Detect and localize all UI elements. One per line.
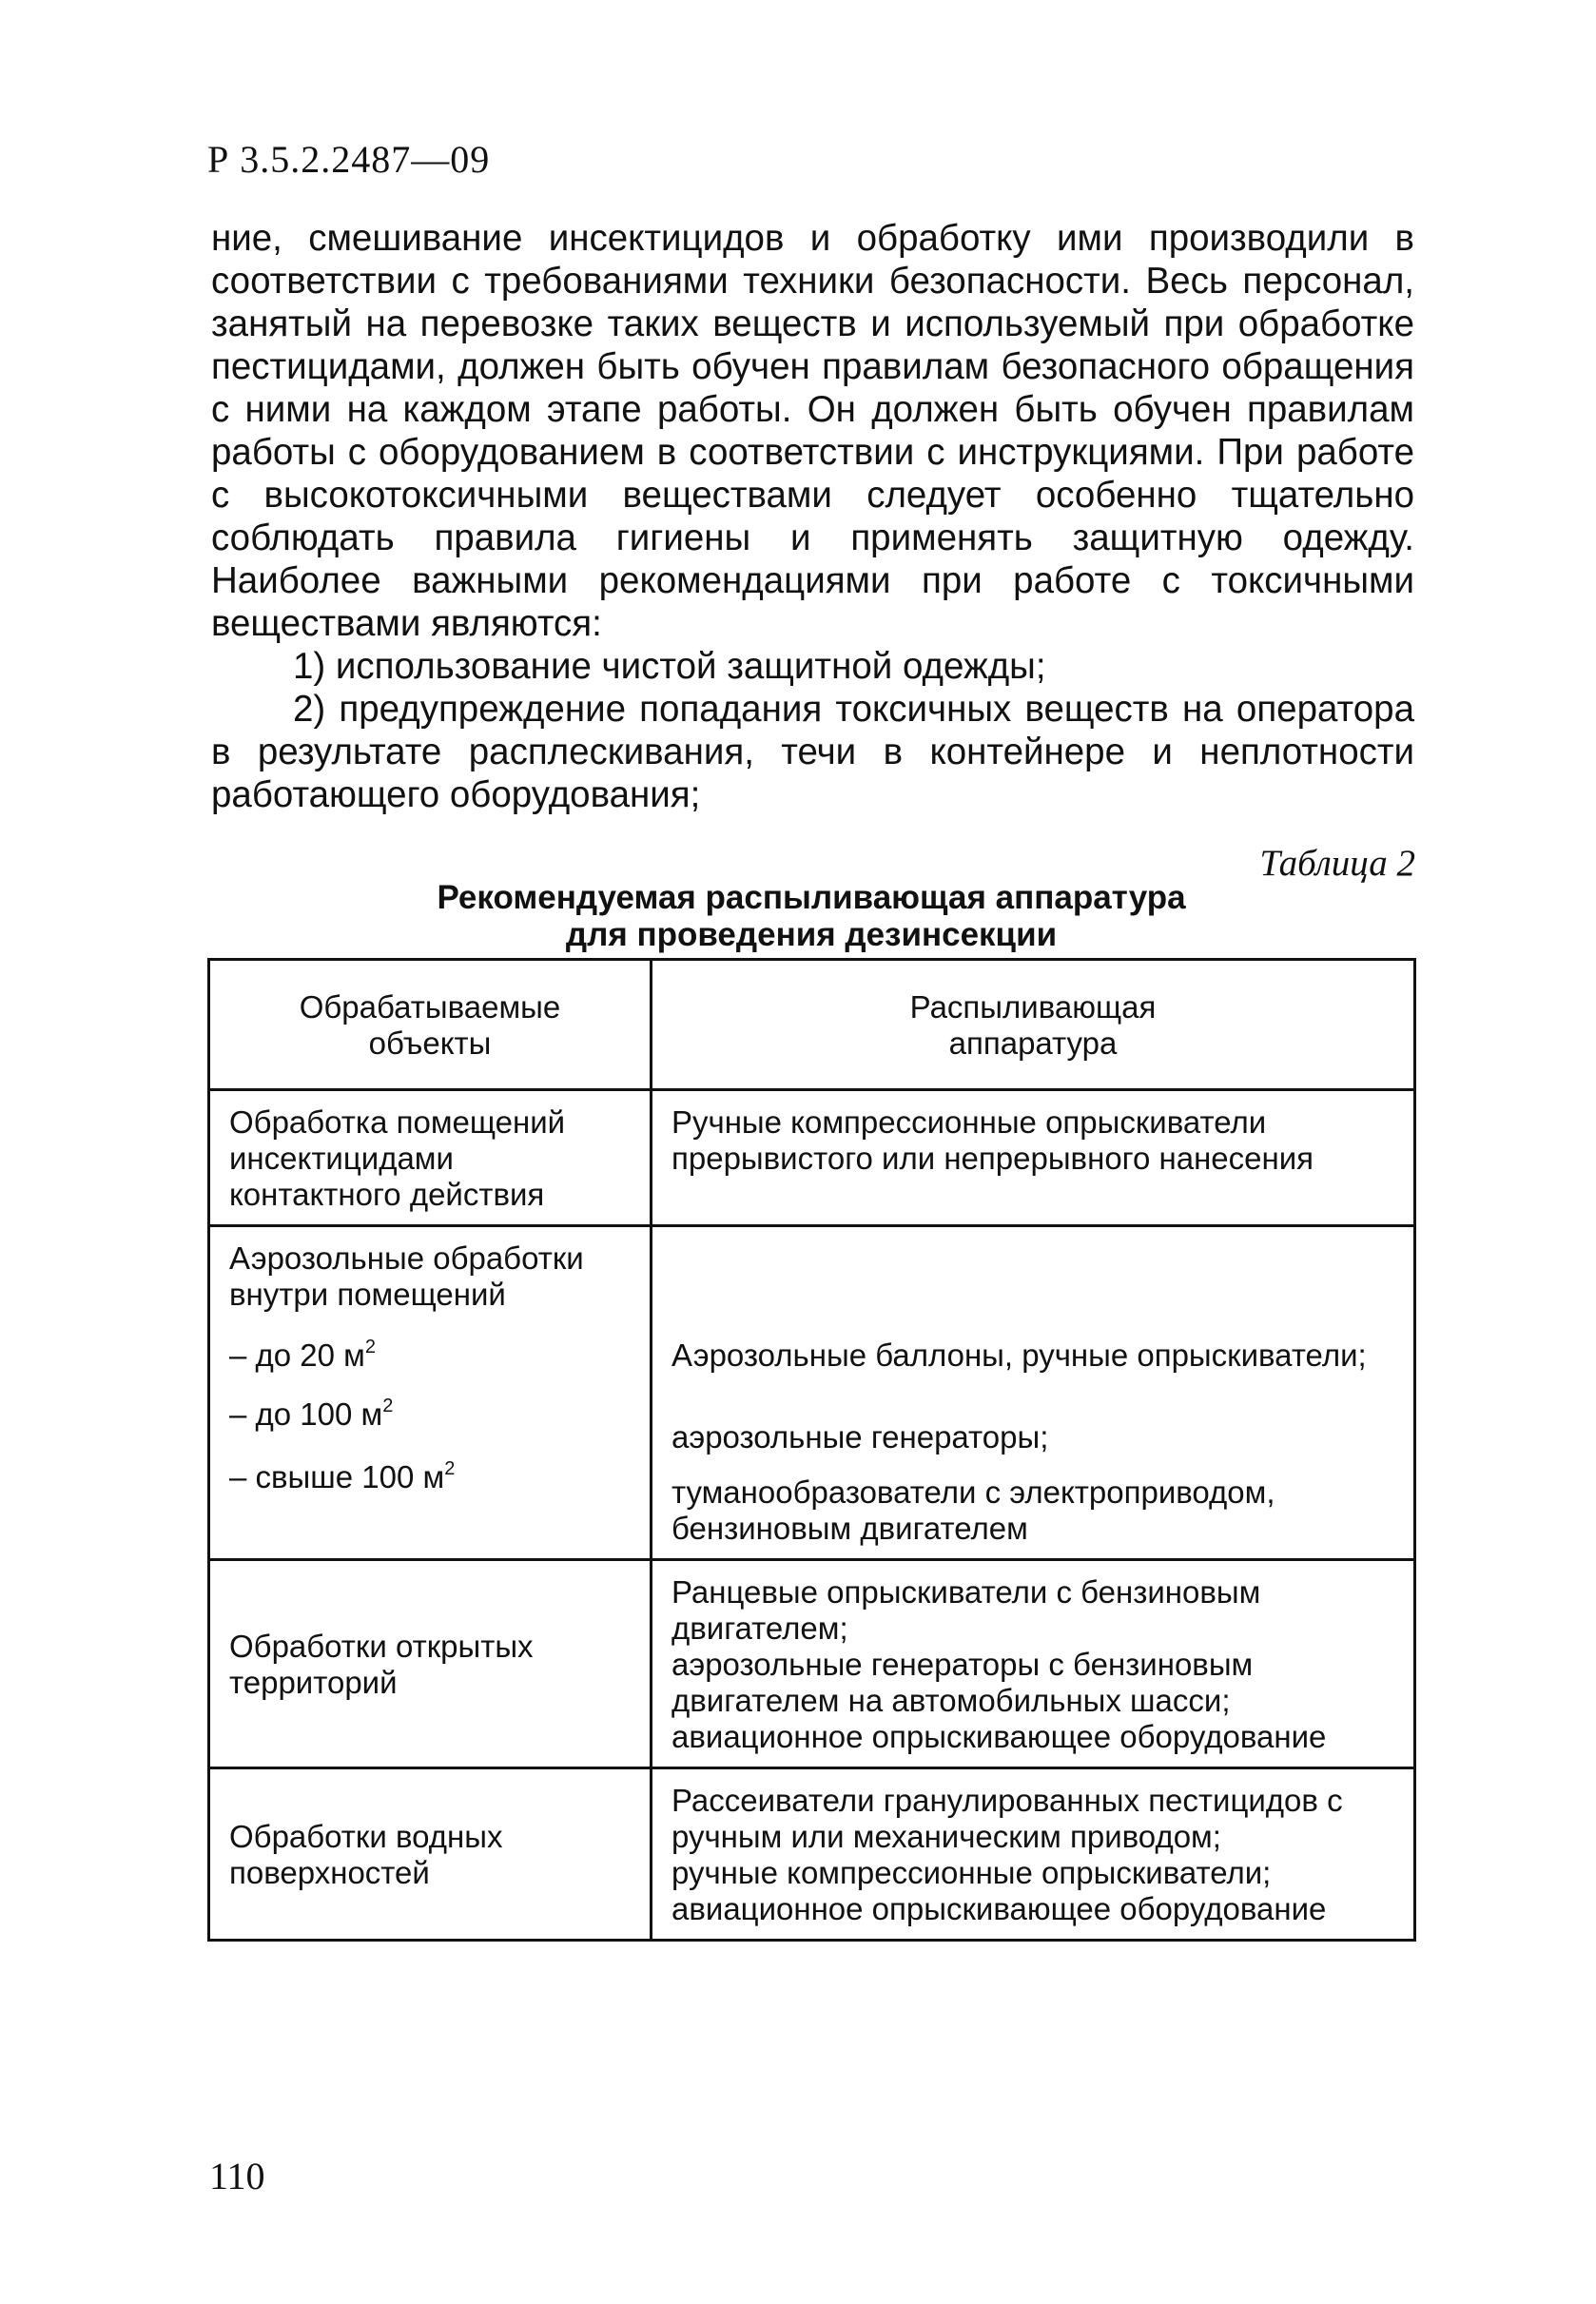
area-label: – свыше 100 м — [229, 1459, 445, 1494]
header-equipment — [652, 960, 1415, 1090]
header-equipment-line-2: аппаратура — [948, 1025, 1118, 1061]
row-3-equipment — [652, 1560, 1415, 1768]
table-title — [207, 879, 1415, 953]
area-up-to-20 — [229, 1337, 633, 1389]
row-2-object-title: Аэрозольные обработки внутри помещений — [229, 1240, 584, 1312]
equipment-up-to-20: Аэрозольные баллоны, ручные опрыскиватели; — [671, 1337, 1367, 1373]
equipment-line: Рассеиватели гранулированных пестицидов с ручным или механическим приводом; — [671, 1783, 1343, 1854]
table-title-line-2: для проведения дезинсекции — [565, 916, 1058, 953]
equipment-up-to-100: аэрозольные генераторы; — [671, 1419, 1049, 1455]
body-paragraph: ние, смешивание инсектицидов и обработку ими производили в соответствии с требованиями техники безопасности. Весь персонал, занятый на перевозке таких веществ и используемый при обработке пестицидами, должен быть обучен правилам безопасного обращения с ними на каждом этапе работы. Он должен быть обучен правилам работы с оборудованием в соответствии с инструкциями. При работе с высокотоксичными веществами следует особенно тщательно соблюдать правила гигиены и применять защитную одежду. Наиболее важными рекомендациями при работе с токсичными веществами являются: — [211, 218, 1414, 644]
area-label: – до 20 м — [229, 1337, 365, 1373]
page-number: 110 — [209, 2155, 265, 2197]
equipment-over-100: туманообразователи с электроприводом, бензиновым двигателем — [671, 1474, 1275, 1546]
area-up-to-100 — [229, 1396, 633, 1448]
equipment-line: авиационное опрыскивающее оборудование — [671, 1719, 1327, 1754]
list-item-2: 2) предупреждение попадания токсичных веществ на оператора в результате расплескивания, течи в контейнере и неплотности работающего оборудования; — [211, 689, 1414, 815]
table-row — [209, 1226, 1415, 1560]
area-superscript: 2 — [444, 1458, 456, 1479]
table-row — [209, 1560, 1415, 1768]
table-caption: Таблица 2 — [1259, 843, 1415, 884]
table-header-row — [209, 960, 1415, 1090]
row-2-object — [209, 1226, 652, 1560]
table-row — [209, 1768, 1415, 1941]
row-4-object: Обработки водных поверхностей — [209, 1768, 652, 1941]
spacer — [671, 1240, 1396, 1337]
table-row — [209, 1090, 1415, 1226]
header-objects-line-2: объекты — [368, 1025, 492, 1061]
area-superscript: 2 — [364, 1337, 376, 1357]
body-text — [211, 217, 1414, 816]
row-1-equipment: Ручные компрессионные опрыскиватели прерывистого или непрерывного нанесения — [652, 1090, 1415, 1226]
equipment-table — [207, 958, 1416, 1942]
header-objects — [209, 960, 652, 1090]
equipment-line: авиационное опрыскивающее оборудование — [671, 1891, 1327, 1926]
header-objects-line-1: Обрабатываемые — [299, 989, 561, 1025]
equipment-line: аэрозольные генераторы с бензиновым двигателем на автомобильных шасси; — [671, 1647, 1254, 1718]
equipment-line: ручные компрессионные опрыскиватели; — [671, 1855, 1272, 1890]
document-code: Р 3.5.2.2487—09 — [207, 138, 491, 181]
list-item-1: 1) использование чистой защитной одежды; — [293, 646, 1046, 687]
header-equipment-line-1: Распыливающая — [909, 989, 1157, 1025]
table-title-line-1: Рекомендуемая распыливающая аппаратура — [437, 879, 1186, 916]
row-4-equipment — [652, 1768, 1415, 1941]
area-label: – до 100 м — [229, 1396, 383, 1432]
area-superscript: 2 — [382, 1396, 394, 1416]
equipment-line: Ранцевые опрыскиватели с бензиновым двигателем; — [671, 1574, 1261, 1646]
area-over-100 — [229, 1459, 633, 1495]
spacer — [229, 1313, 633, 1337]
row-1-object: Обработка помещений инсектицидами контактного действия — [209, 1090, 652, 1226]
row-2-equipment — [652, 1226, 1415, 1560]
row-3-object: Обработки открытых территорий — [209, 1560, 652, 1768]
